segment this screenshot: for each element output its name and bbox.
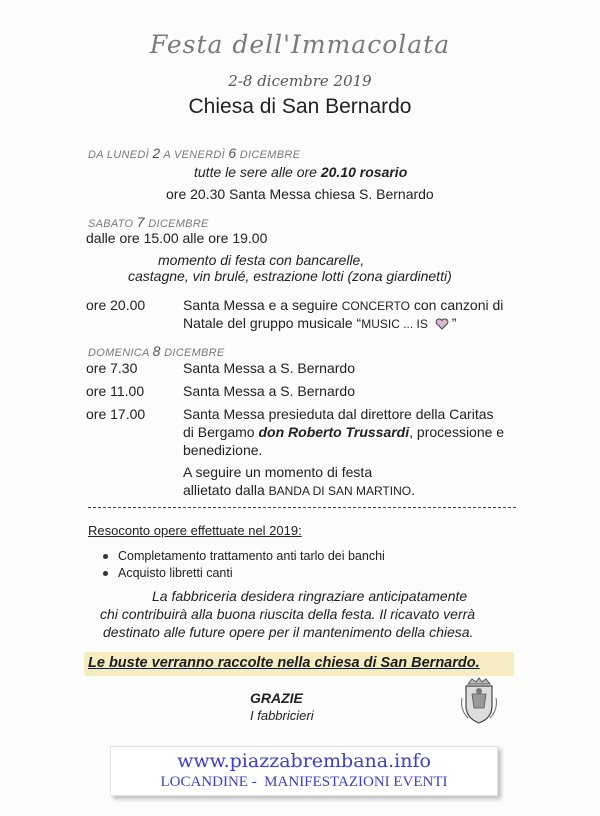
report-item (103, 566, 233, 580)
sunday-month: DICEMBRE (164, 347, 225, 359)
divider (88, 507, 516, 508)
envelope-notice: Le buste verranno raccolte nella chiesa di San Bernardo. (88, 655, 480, 671)
saturday-label: SABATO (88, 218, 134, 230)
saturday-desc-1: momento di festa con bancarelle, (158, 252, 365, 268)
concert-label: CONCERTO (341, 299, 410, 313)
coat-of-arms-icon (458, 676, 500, 726)
sunday-follow-line-2 (183, 482, 415, 498)
saturday-time-range: dalle ore 15.00 alle ore 19.00 (86, 230, 268, 246)
report-item (103, 549, 385, 563)
sunday-follow-line-1: A seguire un momento di festa (183, 464, 373, 480)
weekday-mass-line: ore 20.30 Santa Messa chiesa S. Bernardo (166, 186, 434, 202)
website-tagline: LOCANDINE - MANIFESTAZIONI EVENTI (160, 774, 448, 790)
band-period: . (411, 482, 415, 498)
weekday-label-start: DA LUNEDÌ (88, 149, 149, 161)
weekday-day-end: 6 (228, 145, 237, 161)
section-sunday-heading (88, 343, 225, 359)
band-name: BANDA DI SAN MARTINO (268, 484, 412, 498)
sunday-time-1: ore 7.30 (86, 360, 138, 376)
website-banner[interactable] (110, 746, 498, 796)
weekday-label-end: A VENERDÌ (163, 149, 225, 161)
saturday-evening-time: ore 20.00 (86, 297, 146, 313)
sunday-label: DOMENICA (88, 347, 150, 359)
event-dates: 2-8 dicembre 2019 (228, 72, 372, 90)
sunday-event-3-line-3: benedizione. (183, 442, 263, 458)
weekday-month: DICEMBRE (239, 149, 301, 161)
sunday-event-3-line-2 (183, 424, 504, 440)
grazie-text: GRAZIE (250, 690, 303, 706)
concert-group-text: Natale del gruppo musicale “ (183, 315, 362, 331)
signatories: I fabbricieri (250, 708, 314, 723)
sunday-event-1: Santa Messa a S. Bernardo (183, 360, 355, 376)
website-url[interactable]: www.piazzabrembana.info (177, 750, 431, 772)
bullet-icon (103, 571, 108, 576)
report-item-text: Acquisto libretti canti (118, 566, 233, 580)
thanks-line-1: La fabbriceria desidera ringraziare anticipatamente (152, 588, 468, 604)
church-name: Chiesa di San Bernardo (188, 95, 412, 118)
concert-close-quote: ” (451, 315, 457, 331)
concert-text-a: Santa Messa e a seguire (183, 297, 338, 313)
band-prefix: allietato dalla (183, 482, 265, 498)
event-title: Festa dell'Immacolata (149, 30, 451, 59)
concert-text-b: con canzoni di (413, 297, 504, 313)
rosary-time: 20.10 rosario (320, 164, 408, 180)
rosary-text: tutte le sere alle ore (194, 164, 317, 180)
concert-group-name: MUSIC ... IS (361, 317, 428, 331)
sunday-time-2: ore 11.00 (86, 383, 145, 399)
saturday-day: 7 (136, 214, 145, 230)
sunday-event-3-line-1: Santa Messa presieduta dal direttore della Caritas (183, 406, 494, 422)
celebrant-prefix: di Bergamo (183, 424, 255, 440)
saturday-concert-line-1 (183, 297, 503, 313)
report-heading: Resoconto opere effettuate nel 2019: (88, 523, 302, 538)
weekday-day-start: 2 (152, 145, 161, 161)
rosary-line (194, 164, 407, 180)
thanks-line-3: destinato alle future opere per il mantenimento della chiesa. (103, 624, 474, 640)
saturday-desc-2: castagne, vin brulé, estrazione lotti (zona giardinetti) (128, 268, 452, 284)
celebrant-suffix: , processione e (409, 424, 505, 440)
sunday-day: 8 (152, 343, 161, 359)
saturday-concert-line-2 (183, 315, 456, 331)
report-item-text: Completamento trattamento anti tarlo dei banchi (118, 549, 385, 563)
thanks-line-2: chi contribuirà alla buona riuscita della festa. Il ricavato verrà (100, 606, 476, 622)
sunday-time-3: ore 17.00 (86, 406, 146, 422)
heart-icon (435, 318, 449, 330)
bullet-icon (103, 554, 108, 559)
celebrant-name: don Roberto Trussardi (258, 424, 410, 440)
section-saturday-heading (88, 214, 209, 230)
saturday-month: DICEMBRE (148, 218, 209, 230)
section-weekdays-heading (88, 145, 300, 161)
sunday-event-2: Santa Messa a S. Bernardo (183, 383, 355, 399)
